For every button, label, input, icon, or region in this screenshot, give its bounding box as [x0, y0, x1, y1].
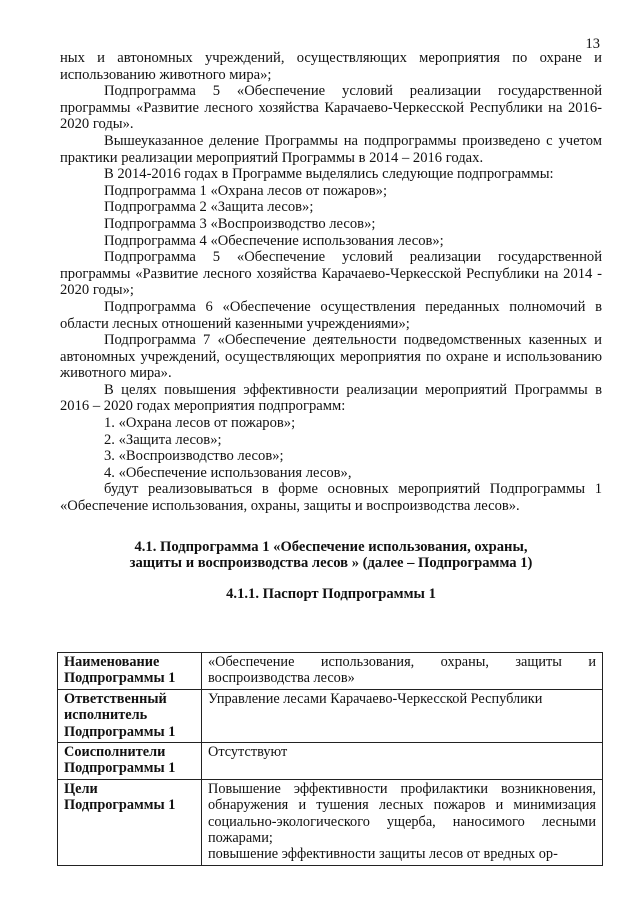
paragraph: Вышеуказанное деление Программы на подпрограммы произведено с учетом практики реализации мероприятий Программы в 2014 – 2016 годах.: [60, 132, 602, 166]
list-item: 2. «Защита лесов»;: [104, 431, 222, 448]
table-row: [58, 743, 603, 780]
row-label: Наименование Подпрограммы 1: [58, 653, 202, 690]
page-number: 13: [585, 36, 600, 52]
table-row: [58, 689, 603, 742]
list-item: Подпрограмма 1 «Охрана лесов от пожаров»;: [104, 182, 387, 199]
list-item: 3. «Воспроизводство лесов»;: [104, 448, 284, 465]
section-heading-line: защиты и воспроизводства лесов » (далее – Подпрограмма 1): [129, 555, 533, 572]
table-row: [58, 653, 603, 690]
list-item: Подпрограмма 7 «Обеспечение деятельности подведомственных казенных и автономных учреждений, осуществляющих мероприятия по охране и использованию животного мира».: [60, 332, 602, 382]
document-body: [60, 50, 602, 602]
row-value: «Обеспечение использования, охраны, защиты и воспроизводства лесов»: [202, 653, 603, 690]
row-label: Цели Подпрограммы 1: [58, 779, 202, 865]
list-item: Подпрограмма 2 «Защита лесов»;: [104, 199, 314, 216]
row-value: Управление лесами Карачаево-Черкесской Республики: [202, 689, 603, 742]
paragraph: будут реализовываться в форме основных мероприятий Подпрограммы 1 «Обеспечение использования, охраны, защиты и воспроизводства лесов».: [60, 481, 602, 515]
paragraph: В целях повышения эффективности реализации мероприятий Программы в 2016 – 2020 годах мероприятия подпрограмм:: [60, 381, 602, 415]
passport-table: [57, 652, 603, 866]
list-item: 4. «Обеспечение использования лесов»,: [104, 464, 352, 481]
row-label: Ответственный исполнитель Подпрограммы 1: [58, 689, 202, 742]
row-value: Повышение эффективности профилактики возникновения, обнаружения и тушения лесных пожаров и минимизация социально-экологического ущерба, наносимого лесными пожарами;: [208, 780, 596, 847]
list-item: Подпрограмма 6 «Обеспечение осуществления переданных полномочий в области лесных отношений казенными учреждениями»;: [60, 298, 602, 332]
row-label: Соисполнители Подпрограммы 1: [58, 743, 202, 780]
paragraph: ных и автономных учреждений, осуществляющих мероприятия по охране и использованию животного мира»;: [60, 50, 602, 83]
row-value: повышение эффективности защиты лесов от вредных ор-: [208, 846, 558, 863]
paragraph: В 2014-2016 годах в Программе выделялись следующие подпрограммы:: [104, 166, 554, 183]
section-heading: [60, 539, 602, 572]
section-heading-line: 4.1. Подпрограмма 1 «Обеспечение использования, охраны,: [134, 538, 528, 555]
list-item: Подпрограмма 3 «Воспроизводство лесов»;: [104, 215, 376, 232]
table-row: [58, 779, 603, 865]
row-value-cell: [202, 779, 603, 865]
list-item: Подпрограмма 4 «Обеспечение использования лесов»;: [104, 232, 444, 249]
list-item: 1. «Охрана лесов от пожаров»;: [104, 415, 296, 432]
row-value: Отсутствуют: [202, 743, 603, 780]
list-item: Подпрограмма 5 «Обеспечение условий реализации государственной программы «Развитие лесного хозяйства Карачаево-Черкесской Республики на 2014 - 2020 годы»;: [60, 249, 602, 299]
paragraph: Подпрограмма 5 «Обеспечение условий реализации государственной программы «Развитие лесного хозяйства Карачаево-Черкесской Республики на 2016-2020 годы».: [60, 83, 602, 133]
passport-heading: 4.1.1. Паспорт Подпрограммы 1: [226, 585, 436, 602]
